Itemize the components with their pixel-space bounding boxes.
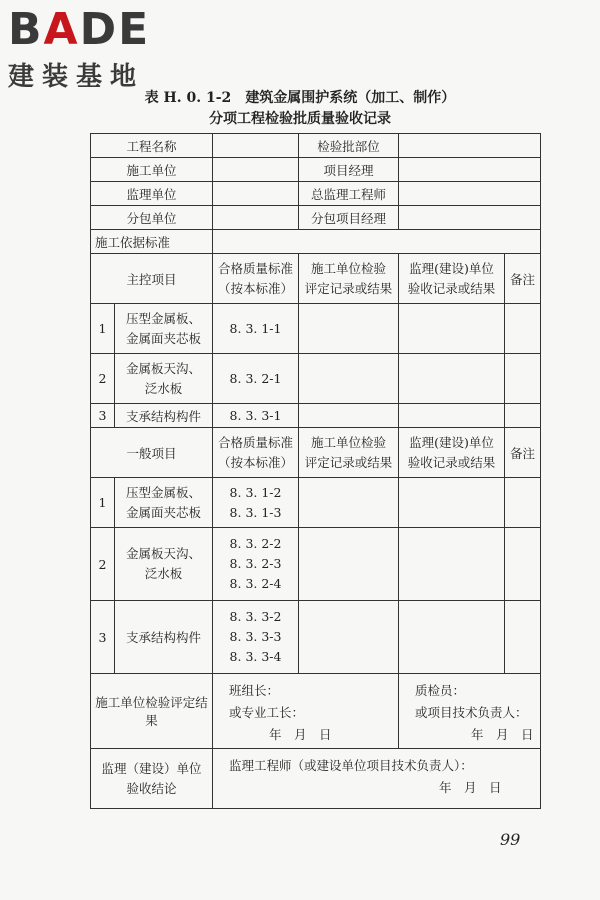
table-row [91,528,541,601]
clause-ref: 8. 3. 3-1 [213,404,299,428]
supervision-accept-cell[interactable] [399,528,505,601]
table-row [91,304,541,354]
project-manager-label: 项目经理 [299,158,399,182]
inspection-record-table [90,133,541,809]
construction-unit-label: 施工单位 [91,158,213,182]
construction-check-cell[interactable] [299,354,399,404]
team-leader-signature[interactable]: 班组长： 或专业工长： 年 月 日 [213,674,399,749]
construction-unit-value[interactable] [213,158,299,182]
construction-check-cell[interactable] [299,601,399,674]
subcontract-unit-label: 分包单位 [91,206,213,230]
supervision-conclusion-label: 监理（建设）单位 验收结论 [91,749,213,809]
table-row [91,478,541,528]
row-number: 1 [91,304,115,354]
item-name: 压型金属板、 金属面夹芯板 [115,478,213,528]
main-control-label: 主控项目 [91,254,213,304]
clause-ref: 8. 3. 1-1 [213,304,299,354]
standard-basis-label: 施工依据标准 [91,230,213,254]
info-row [91,182,541,206]
construction-check-cell[interactable] [299,528,399,601]
logo-wordmark: BADE [8,4,151,55]
construction-result-label: 施工单位检验评定结果 [91,674,213,749]
remark-cell[interactable] [505,601,541,674]
supervision-unit-value[interactable] [213,182,299,206]
standard-header: 合格质量标准 （按本标准） [213,254,299,304]
construction-result-row [91,674,541,749]
supervision-accept-cell[interactable] [399,601,505,674]
page-number: 99 [500,830,521,849]
clause-ref: 8. 3. 2-2 8. 3. 2-3 8. 3. 2-4 [213,528,299,601]
remark-cell[interactable] [505,528,541,601]
clause-ref: 8. 3. 1-2 8. 3. 1-3 [213,478,299,528]
table-row [91,404,541,428]
supervision-accept-header: 监理(建设)单位 验收记录或结果 [399,428,505,478]
clause-ref: 8. 3. 3-2 8. 3. 3-3 8. 3. 3-4 [213,601,299,674]
supervision-accept-cell[interactable] [399,478,505,528]
date-field[interactable]: 年 月 日 [269,727,332,742]
date-field[interactable]: 年 月 日 [439,780,502,795]
table-subtitle: 分项工程检验批质量验收记录 [209,111,391,127]
item-name: 金属板天沟、 泛水板 [115,354,213,404]
subcontract-manager-value[interactable] [399,206,541,230]
item-name: 支承结构构件 [115,404,213,428]
item-name: 压型金属板、 金属面夹芯板 [115,304,213,354]
date-field[interactable]: 年 月 日 [471,727,534,742]
supervision-conclusion-row [91,749,541,809]
table-row [91,354,541,404]
supervision-engineer-signature[interactable]: 监理工程师（或建设单位项目技术负责人）： 年 月 日 [213,749,541,809]
inspector-signature[interactable]: 质检员： 或项目技术负责人： 年 月 日 [399,674,541,749]
construction-check-header: 施工单位检验 评定记录或结果 [299,254,399,304]
construction-check-cell[interactable] [299,404,399,428]
remark-cell[interactable] [505,404,541,428]
supervision-unit-label: 监理单位 [91,182,213,206]
table-title: 表 H. 0. 1-2 建筑金属围护系统（加工、制作） [144,90,456,106]
construction-check-cell[interactable] [299,478,399,528]
standard-header: 合格质量标准 （按本标准） [213,428,299,478]
table-row [91,601,541,674]
row-number: 1 [91,478,115,528]
row-number: 2 [91,528,115,601]
logo [8,6,150,93]
construction-check-cell[interactable] [299,304,399,354]
construction-check-header: 施工单位检验 评定记录或结果 [299,428,399,478]
row-number: 3 [91,404,115,428]
general-label: 一般项目 [91,428,213,478]
row-number: 3 [91,601,115,674]
project-name-value[interactable] [213,134,299,158]
item-name: 金属板天沟、 泛水板 [115,528,213,601]
general-header [91,428,541,478]
project-name-label: 工程名称 [91,134,213,158]
inspection-lot-label: 检验批部位 [299,134,399,158]
supervision-accept-cell[interactable] [399,404,505,428]
remark-cell[interactable] [505,304,541,354]
row-number: 2 [91,354,115,404]
logo-subtitle: 建装基地 [8,62,145,92]
inspection-lot-value[interactable] [399,134,541,158]
remark-cell[interactable] [505,478,541,528]
main-control-header [91,254,541,304]
chief-supervisor-value[interactable] [399,182,541,206]
info-row [91,158,541,182]
subcontract-unit-value[interactable] [213,206,299,230]
info-row [91,206,541,230]
chief-supervisor-label: 总监理工程师 [299,182,399,206]
project-manager-value[interactable] [399,158,541,182]
subcontract-manager-label: 分包项目经理 [299,206,399,230]
supervision-accept-header: 监理(建设)单位 验收记录或结果 [399,254,505,304]
info-row [91,230,541,254]
remark-cell[interactable] [505,354,541,404]
item-name: 支承结构构件 [115,601,213,674]
remark-header: 备注 [505,254,541,304]
clause-ref: 8. 3. 2-1 [213,354,299,404]
supervision-accept-cell[interactable] [399,354,505,404]
standard-basis-value[interactable] [213,230,541,254]
info-row [91,134,541,158]
supervision-accept-cell[interactable] [399,304,505,354]
remark-header: 备注 [505,428,541,478]
